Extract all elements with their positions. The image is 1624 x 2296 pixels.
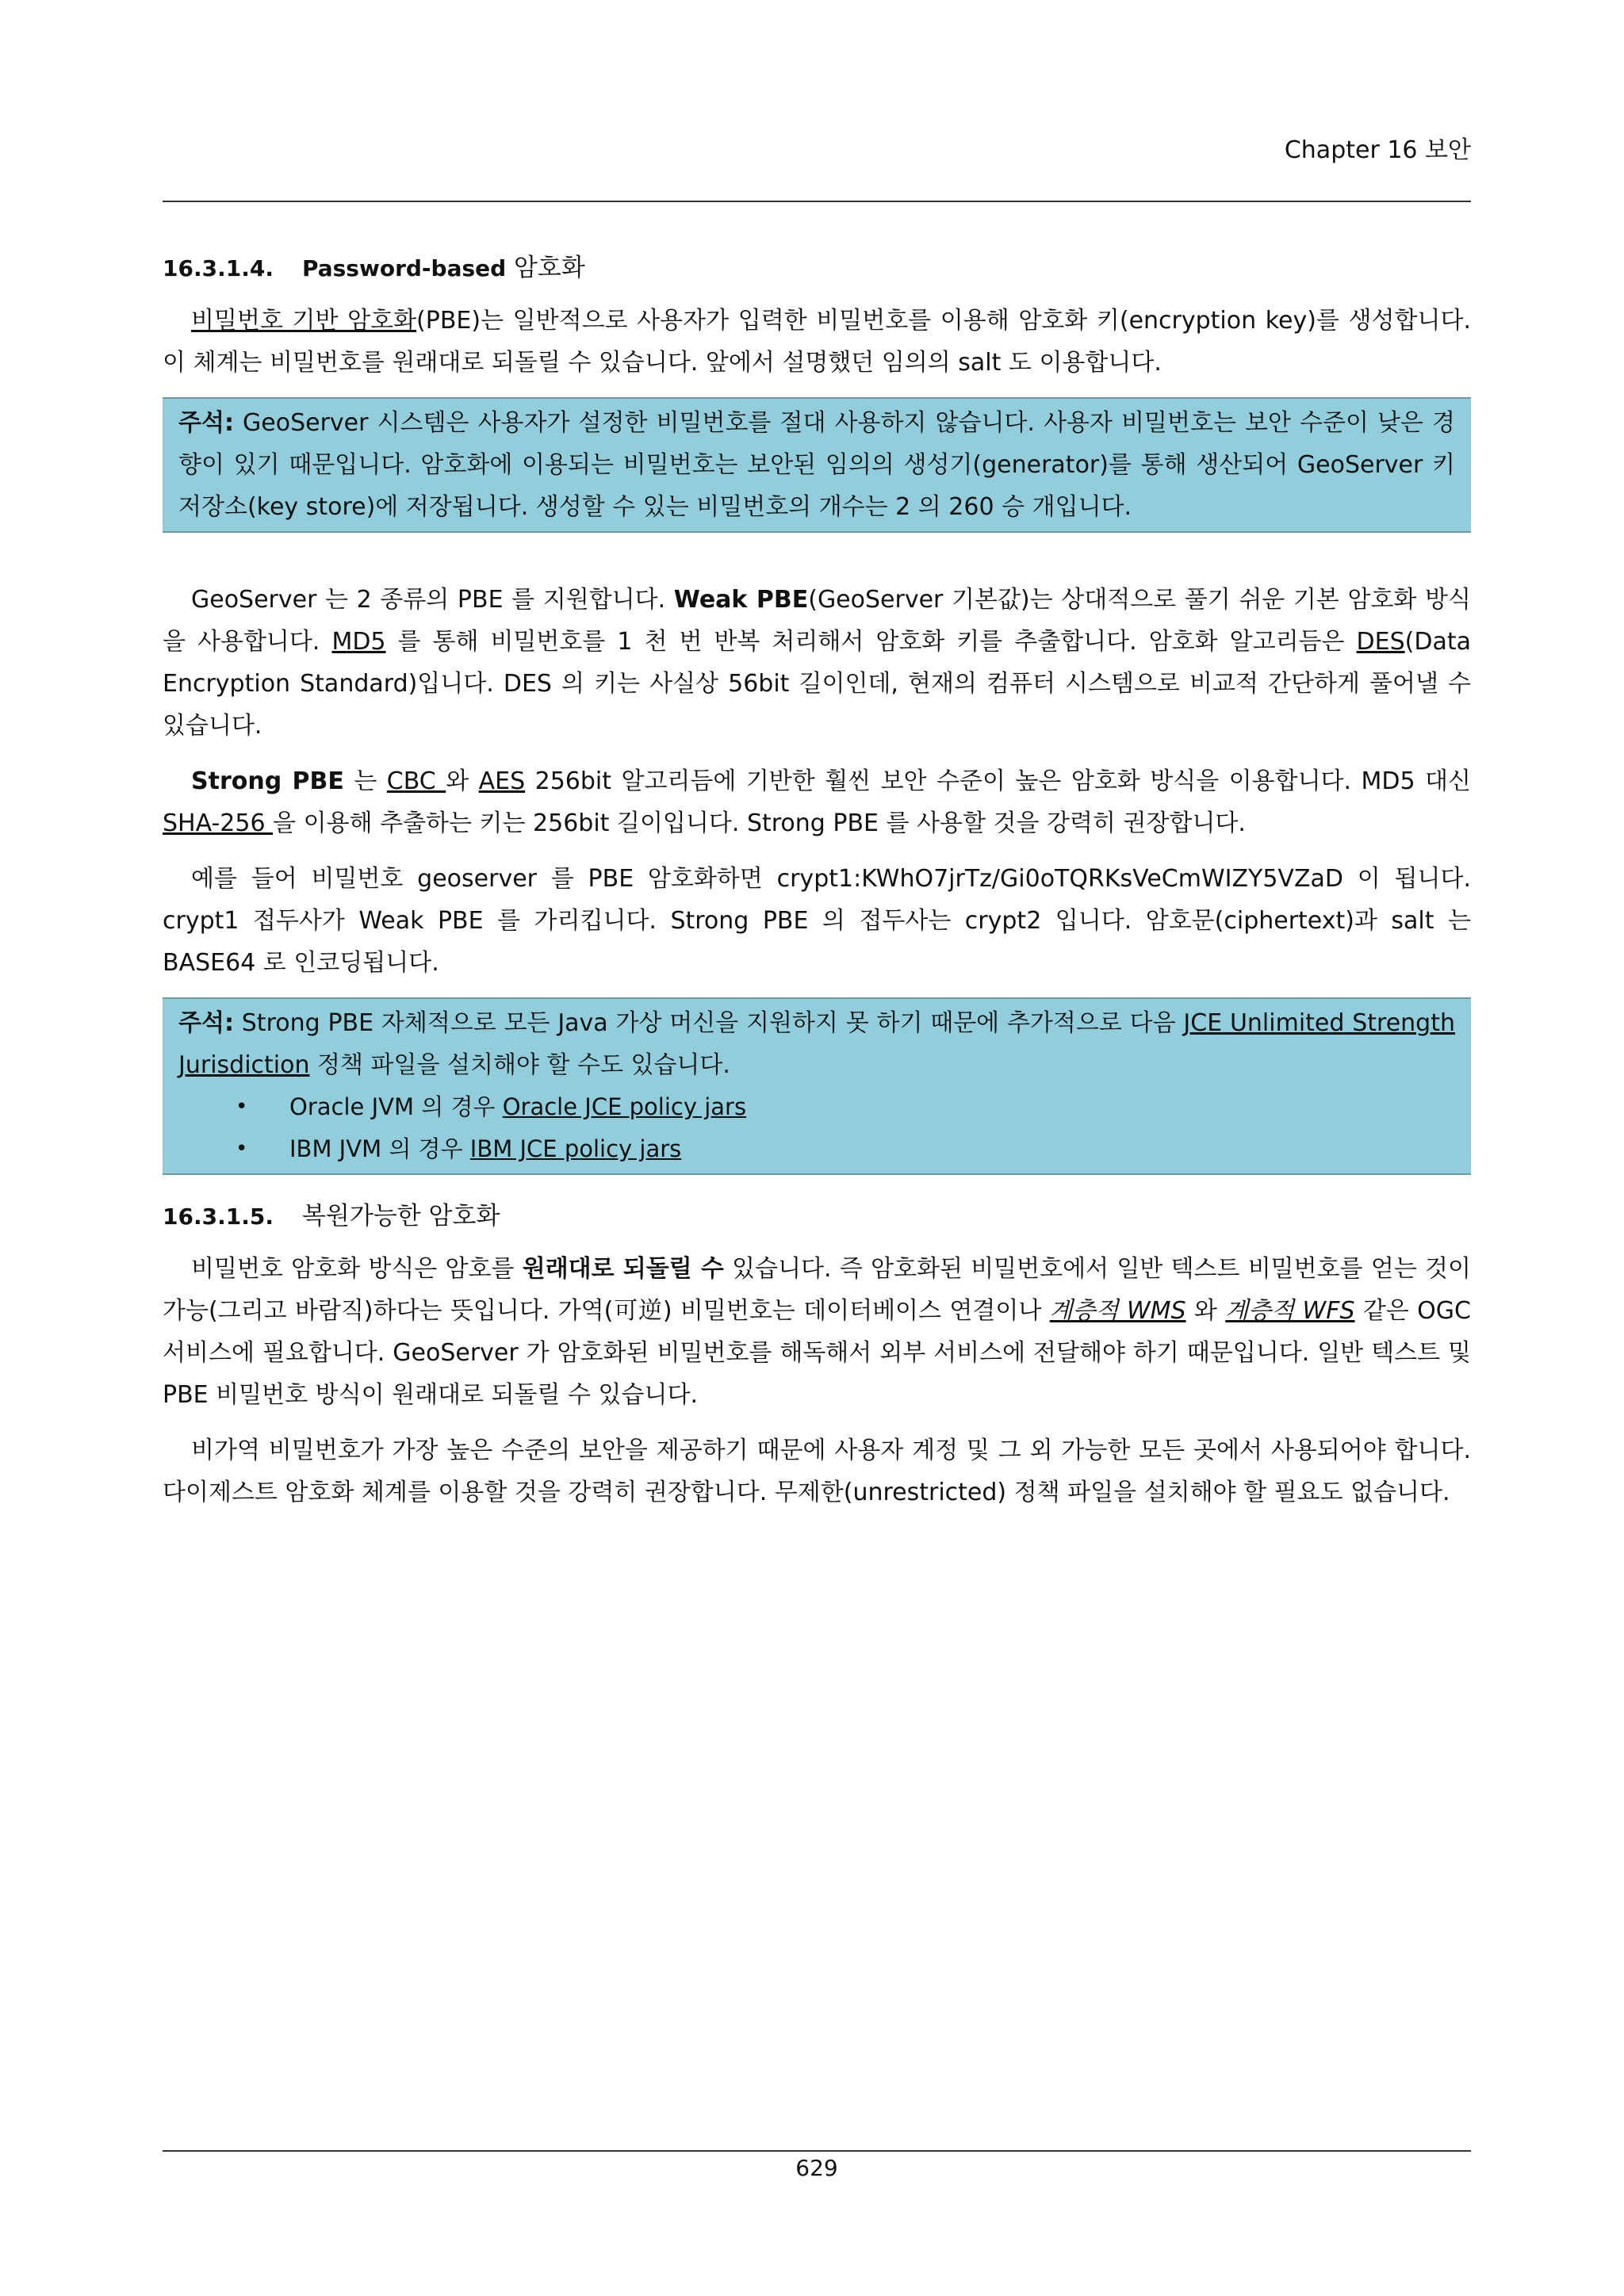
note-paragraph xyxy=(178,402,1455,528)
link-md5[interactable]: MD5 xyxy=(331,628,386,656)
note-text: 정책 파일을 설치해야 할 수도 있습니다. xyxy=(309,1051,730,1079)
note-paragraph xyxy=(178,1002,1455,1086)
link-jce-unlimited[interactable]: JCE Unlimited Strength Jurisdiction xyxy=(178,1009,1455,1079)
link-cbc[interactable]: CBC xyxy=(386,767,446,795)
link-sha-256[interactable]: SHA-256 xyxy=(163,809,274,837)
list-item-ibm-jvm xyxy=(178,1128,1455,1170)
note-box-password-generator xyxy=(163,397,1471,533)
text-span: (Data Encryption Standard)입니다. DES 의 키는 사실상 56bit 길이인데, 현재의 컴퓨터 시스템으로 비교적 간단하게 풀어낼 수 있습니다. xyxy=(163,628,1471,740)
link-oracle-jce[interactable]: Oracle JCE policy jars xyxy=(502,1093,747,1120)
bullet-icon: • xyxy=(236,1095,248,1119)
note-text: Strong PBE 자체적으로 모든 Java 가상 머신을 지원하지 못 하기 때문에 추가적으로 다음 xyxy=(233,1009,1184,1037)
header-rule xyxy=(163,201,1471,202)
link-cascaded-wms[interactable]: 계층적 WMS xyxy=(1049,1297,1186,1325)
list-item-text: IBM JVM 의 경우 xyxy=(289,1135,470,1162)
weak-pbe-label: Weak PBE xyxy=(673,586,809,614)
text-span: 256bit 알고리듬에 기반한 훨씬 보안 수준이 높은 암호화 방식을 이용합니다. MD5 대신 xyxy=(525,767,1471,795)
section-title-ko: 암호화 xyxy=(513,254,585,282)
section-heading-reversible xyxy=(163,1199,1471,1234)
list-item-oracle-jvm xyxy=(178,1086,1455,1128)
text-span: 같은 OGC 서비스에 필요합니다. GeoServer 가 암호화된 비밀번호를 해독해서 외부 서비스에 전달해야 하기 때문입니다. 일반 텍스트 및 PBE 비밀번호 방식이 원래대로 되돌릴 수 있습니다. xyxy=(163,1297,1471,1409)
running-header: Chapter 16 보안 xyxy=(1284,136,1471,164)
paragraph-strong-pbe xyxy=(163,760,1471,844)
paragraph-reversible xyxy=(163,1248,1471,1416)
text-span: (GeoServer 기본값)는 상대적으로 풀기 쉬운 기본 암호화 방식을 사용합니다. xyxy=(163,586,1471,656)
text-span: 와 xyxy=(1185,1297,1226,1325)
text-span: 를 통해 비밀번호를 1 천 번 반복 처리해서 암호화 키를 추출합니다. 암호화 알고리듬은 xyxy=(385,628,1357,656)
note-box-jce-policy xyxy=(163,997,1471,1175)
bullet-icon: • xyxy=(236,1137,248,1161)
strong-pbe-label: Strong PBE xyxy=(191,767,344,795)
link-cascaded-wfs[interactable]: 계층적 WFS xyxy=(1225,1297,1355,1325)
paragraph-text: (PBE)는 일반적으로 사용자가 입력한 비밀번호를 이용해 암호화 키(encryption key)를 생성합니다. 이 체계는 비밀번호를 원래대로 되돌릴 수 있습니다. 앞에서 설명했던 임의의 salt 도 이용합니다. xyxy=(163,307,1471,377)
text-span: GeoServer 는 2 종류의 PBE 를 지원합니다. xyxy=(191,586,674,614)
note-label: 주석: xyxy=(178,409,234,437)
page-number: 629 xyxy=(795,2155,838,2181)
text-span: 있습니다. 즉 암호화된 비밀번호에서 일반 텍스트 비밀번호를 얻는 것이 가능(그리고 바람직)하다는 뜻입니다. 가역(可逆) 비밀번호는 데이터베이스 연결이나 xyxy=(163,1255,1472,1325)
section-title-ko: 복원가능한 암호화 xyxy=(301,1202,500,1230)
paragraph-pbe-example: 예를 들어 비밀번호 geoserver 를 PBE 암호화하면 crypt1:KWhO7jrTz/Gi0oTQRKsVeCmWIZY5VZaD 이 됩니다. crypt1 접두사가 Weak PBE 를 가리킵니다. Strong PBE 의 접두사는 crypt2 입니다. 암호문(ciphertext)과 salt 는 BASE64 로 인코딩됩니다. xyxy=(163,865,1471,977)
link-des[interactable]: DES xyxy=(1356,628,1405,656)
paragraph-irreversible: 비가역 비밀번호가 가장 높은 수준의 보안을 제공하기 때문에 사용자 계정 및 그 외 가능한 모든 곳에서 사용되어야 합니다. 다이제스트 암호화 체계를 이용할 것을 강력히 권장합니다. 무제한(unrestricted) 정책 파일을 설치해야 할 필요도 없습니다. xyxy=(163,1437,1471,1506)
paragraph-weak-pbe xyxy=(163,579,1471,747)
list-item-text: Oracle JVM 의 경우 xyxy=(289,1093,503,1120)
jce-policy-list xyxy=(178,1086,1455,1170)
page-content xyxy=(163,251,1471,1513)
section-number: 16.3.1.5. xyxy=(163,1203,274,1230)
section-number: 16.3.1.4. xyxy=(163,255,274,281)
text-span: 을 이용해 추출하는 키는 256bit 길이입니다. Strong PBE 를 사용할 것을 강력히 권장합니다. xyxy=(273,809,1246,837)
document-page xyxy=(163,0,1471,2296)
text-span: 와 xyxy=(446,767,479,795)
text-span: 는 xyxy=(343,767,387,795)
text-span: 비밀번호 암호화 방식은 암호를 xyxy=(191,1255,523,1283)
paragraph-pbe-intro xyxy=(163,300,1471,384)
link-pbe[interactable]: 비밀번호 기반 암호화 xyxy=(191,307,417,335)
note-label: 주석: xyxy=(178,1009,234,1037)
link-aes[interactable]: AES xyxy=(478,767,526,795)
bold-reversible: 원래대로 되돌릴 수 xyxy=(522,1255,724,1283)
section-title-en: Password-based xyxy=(301,255,507,281)
note-text: GeoServer 시스템은 사용자가 설정한 비밀번호를 절대 사용하지 않습니다. 사용자 비밀번호는 보안 수준이 낮은 경향이 있기 때문입니다. 암호화에 이용되는 비밀번호는 보안된 임의의 생성기(generator)를 통해 생산되어 GeoServer 키 저장소(key store)에 저장됩니다. 생성할 수 있는 비밀번호의 개수는 2 의 260 승 개입니다. xyxy=(178,409,1455,521)
link-ibm-jce[interactable]: IBM JCE policy jars xyxy=(469,1135,682,1162)
section-heading-password-based xyxy=(163,251,1471,286)
